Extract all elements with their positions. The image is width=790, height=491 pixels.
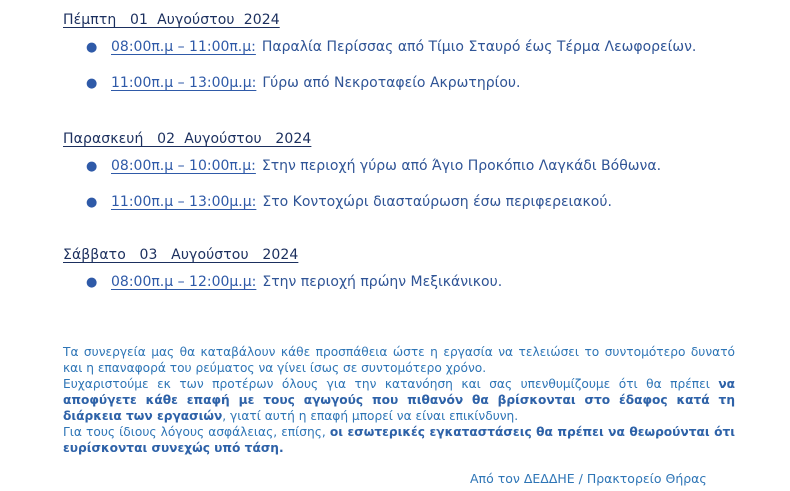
time-range: 11:00π.μ – 13:00μ.μ: (111, 75, 257, 91)
notice-text: Για τους ίδιους λόγους ασφάλειας, επίσης, (63, 425, 330, 439)
location-text: Γύρω από Νεκροταφείο Ακρωτηρίου. (262, 75, 521, 91)
list-item (86, 274, 502, 290)
time-range: 08:00π.μ – 12:00μ.μ: (111, 274, 257, 290)
list-item (86, 158, 661, 174)
bullet-icon: ● (86, 159, 98, 174)
notice-text: , γιατί αυτή η επαφή μπορεί να είναι επικίνδυνη. (222, 409, 519, 423)
bullet-icon: ● (86, 195, 98, 210)
list-item (86, 39, 696, 55)
notice-paragraph (63, 376, 735, 424)
day-heading-thursday: Πέμπτη 01 Αυγούστου 2024 (63, 12, 280, 28)
notice-text: Ευχαριστούμε εκ των προτέρων όλους για την κατανόηση και σας υπενθυμίζουμε ότι θα πρέπει (63, 377, 719, 391)
bullet-icon: ● (86, 40, 98, 55)
time-range: 08:00π.μ – 10:00π.μ: (111, 158, 256, 174)
safety-notice (63, 344, 735, 456)
day-heading-friday: Παρασκευή 02 Αυγούστου 2024 (63, 131, 312, 147)
location-text: Στην περιοχή γύρω από Άγιο Προκόπιο Λαγκάδι Βόθωνα. (261, 158, 662, 174)
location-text: Στην περιοχή πρώην Μεξικάνικου. (262, 274, 503, 290)
location-text: Στο Κοντοχώρι διασταύρωση έσω περιφερειακού. (262, 194, 612, 210)
location-text: Παραλία Περίσσας από Τίμιο Σταυρό έως Τέρμα Λεωφορείων. (261, 39, 697, 55)
signature: Από τον ΔΕΔΔΗΕ / Πρακτορείο Θήρας (470, 471, 707, 486)
time-range: 08:00π.μ – 11:00π.μ: (111, 39, 256, 55)
list-item (86, 75, 520, 91)
notice-warning: οι εσωτερικές εγκαταστάσεις θα πρέπει να θεωρούνται ότι ευρίσκονται συνεχώς υπό τάση. (63, 425, 735, 455)
day-heading-saturday: Σάββατο 03 Αυγούστου 2024 (63, 247, 299, 263)
bullet-icon: ● (86, 275, 98, 290)
notice-paragraph: Τα συνεργεία μας θα καταβάλουν κάθε προσπάθεια ώστε η εργασία να τελειώσει το συντομότερο δυνατό και η επαναφορά του ρεύματος να γίνει ίσως σε συντομότερο χρόνο. (63, 345, 735, 375)
notice-paragraph (63, 424, 735, 456)
list-item (86, 194, 612, 210)
bullet-icon: ● (86, 76, 98, 91)
notice-warning: να αποφύγετε κάθε επαφή με τους αγωγούς που πιθανόν θα βρίσκονται στο έδαφος κατά τη διάρκεια των εργασιών (63, 377, 735, 423)
time-range: 11:00π.μ – 13:00μ.μ: (111, 194, 257, 210)
